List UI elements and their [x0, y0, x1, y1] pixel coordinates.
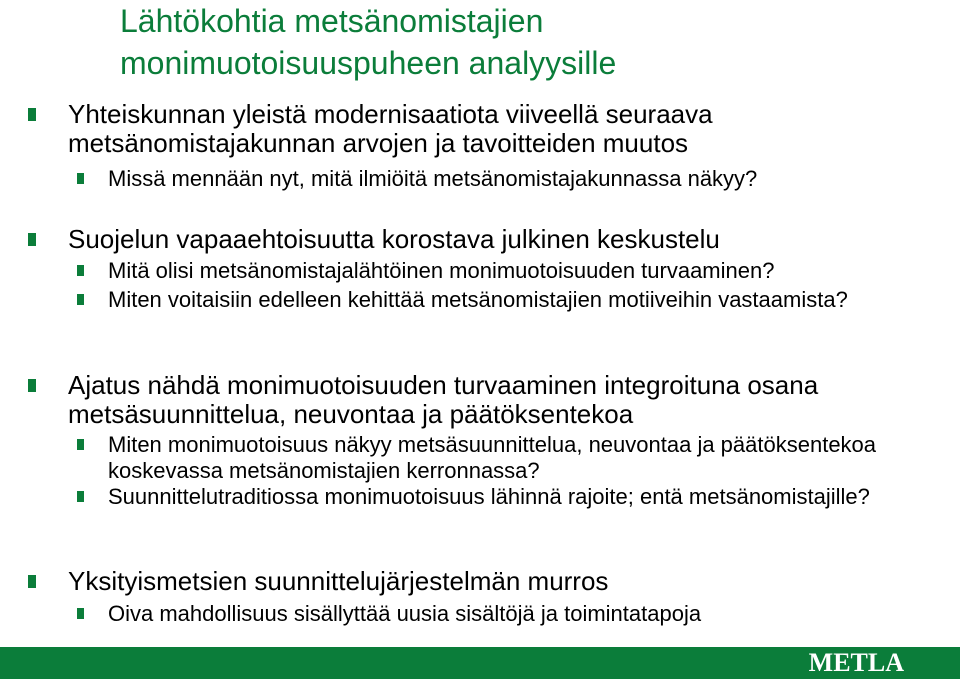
sub-bullet-text: Oiva mahdollisuus sisällyttää uusia sisältöjä ja toimintatapoja — [108, 601, 702, 626]
sub-bullet-item — [108, 601, 928, 627]
metla-logo: METLA — [808, 648, 904, 677]
sub-bullet-item — [108, 166, 928, 192]
sub-bullet-text: Missä mennään nyt, mitä ilmiöitä metsänomistajakunnassa näkyy? — [108, 166, 758, 191]
square-bullet-icon — [77, 294, 84, 305]
sub-bullet-item — [108, 258, 928, 284]
bullet-text: Yhteiskunnan yleistä modernisaatiota viiveellä seuraava metsänomistajakunnan arvojen ja tavoitteiden muutos — [68, 99, 713, 158]
square-bullet-icon — [77, 491, 84, 502]
square-bullet-icon — [77, 265, 84, 276]
slide-title — [120, 0, 616, 84]
bullet-item — [68, 567, 938, 596]
square-bullet-icon — [28, 233, 36, 246]
bullet-item — [68, 100, 938, 158]
bullet-item — [68, 371, 938, 429]
square-bullet-icon — [77, 608, 84, 619]
slide-title-line-1: Lähtökohtia metsänomistajien — [120, 3, 544, 39]
square-bullet-icon — [28, 108, 36, 121]
square-bullet-icon — [28, 575, 36, 588]
bullet-text: Yksityismetsien suunnittelujärjestelmän murros — [68, 566, 609, 596]
square-bullet-icon — [28, 379, 36, 392]
slide-title-line-2: monimuotoisuuspuheen analyysille — [120, 45, 617, 81]
square-bullet-icon — [77, 173, 84, 184]
sub-bullet-item — [108, 287, 928, 313]
sub-bullet-text: Miten voitaisiin edelleen kehittää metsänomistajien motiiveihin vastaamista? — [108, 287, 848, 312]
sub-bullet-text: Suunnittelutraditiossa monimuotoisuus lähinnä rajoite; entä metsänomistajille? — [108, 484, 870, 509]
bullet-text: Ajatus nähdä monimuotoisuuden turvaaminen integroituna osana metsäsuunnittelua, neuvontaa ja päätöksentekoa — [68, 370, 819, 429]
bullet-text: Suojelun vapaaehtoisuutta korostava julkinen keskustelu — [68, 224, 720, 254]
sub-bullet-text: Mitä olisi metsänomistajalähtöinen monimuotoisuuden turvaaminen? — [108, 258, 775, 283]
sub-bullet-item — [108, 484, 928, 510]
sub-bullet-text: Miten monimuotoisuus näkyy metsäsuunnittelua, neuvontaa ja päätöksentekoa koskevassa metsänomistajien kerronnassa? — [108, 432, 877, 483]
square-bullet-icon — [77, 439, 84, 450]
bullet-item — [68, 225, 938, 254]
sub-bullet-item — [108, 432, 928, 484]
